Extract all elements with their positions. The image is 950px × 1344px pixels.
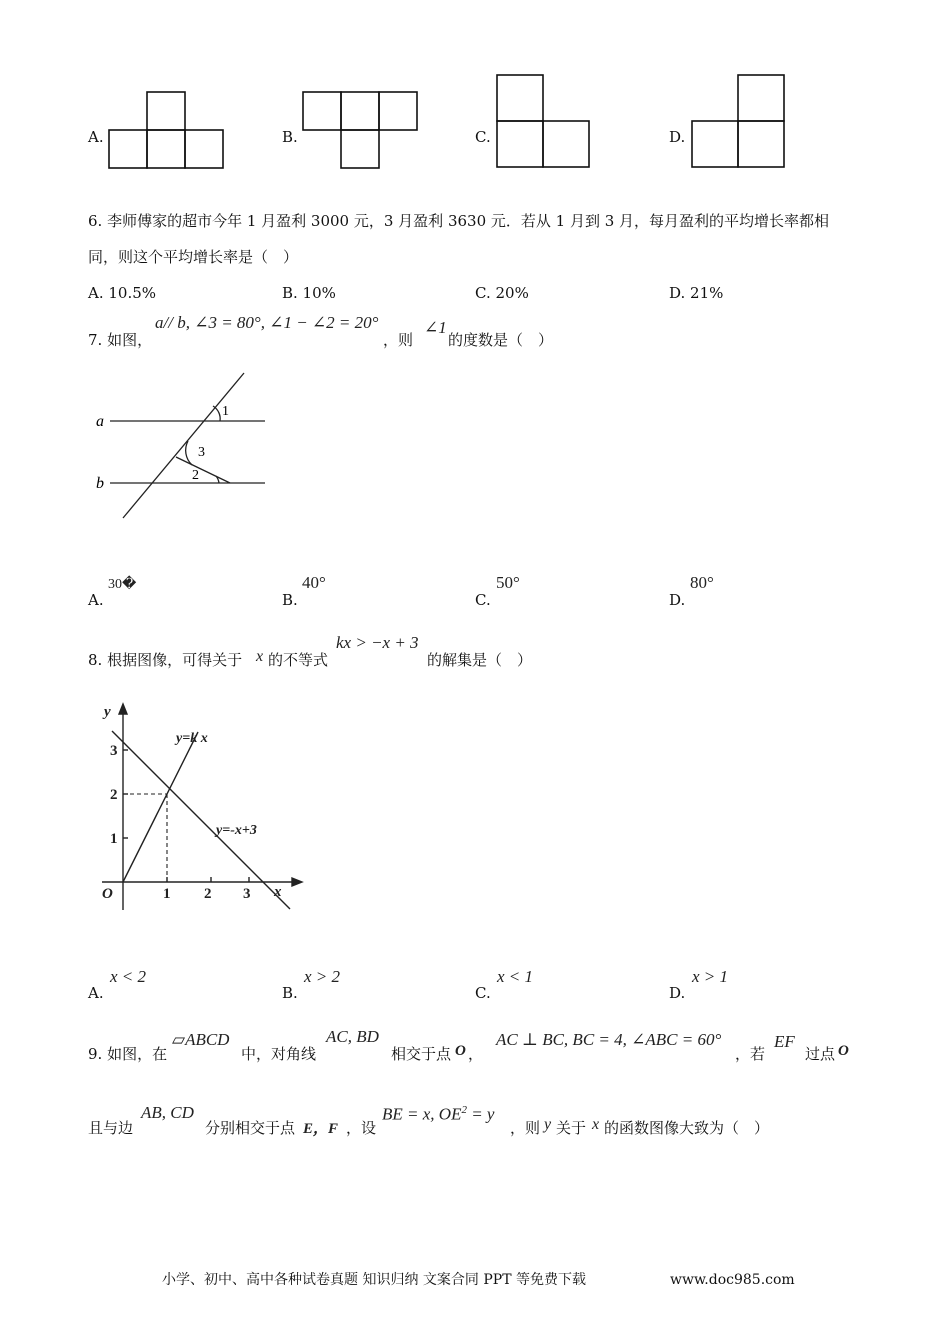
- q6-option-d: D. 21%: [669, 284, 724, 302]
- q7-condition: a// b, ∠3 = 80°, ∠1 − ∠2 = 20°: [155, 313, 379, 332]
- x-tick-label-3: 3: [243, 886, 251, 902]
- y-axis-arrow: [119, 704, 127, 714]
- q7-option-c-value: 50°: [496, 573, 520, 592]
- q8-inequality: kx > −x + 3: [336, 633, 419, 652]
- q9-be: BE = x, OE: [382, 1104, 462, 1124]
- y-tick-label-3: 3: [110, 743, 118, 759]
- q8-mid: 的不等式: [268, 651, 329, 669]
- q9-sides: AB, CD: [141, 1103, 194, 1122]
- line2-label: y=-x+3: [216, 823, 257, 838]
- q8-option-c-label: C.: [475, 984, 491, 1002]
- line1-label: y=k x: [176, 731, 208, 746]
- label-b: b: [96, 475, 104, 492]
- q6-line-1: 6. 李师傅家的超市今年 1 月盈利 3000 元，3 月盈利 3630 元．若从 1 月到 3 月，每月盈利的平均增长率都相: [88, 212, 830, 230]
- transversal-line: [123, 373, 244, 518]
- q8-option-d-label: D.: [669, 984, 686, 1002]
- label-a: a: [96, 413, 104, 430]
- q9-line2-text-2: 分别相交于点: [205, 1119, 296, 1137]
- q9-line2-text-5: 关于: [556, 1119, 587, 1137]
- q9-var-x: x: [592, 1116, 600, 1133]
- q9-line2-text-6: 的函数图像大致为（ ）: [604, 1119, 770, 1137]
- q7-option-b-value: 40°: [302, 573, 326, 592]
- q9-comma: ，: [468, 1045, 484, 1063]
- x-tick-label-1: 1: [163, 886, 171, 902]
- q9-text-1: 9. 如图，在: [88, 1045, 168, 1063]
- q5-option-b-figure: [302, 90, 422, 170]
- y-tick-label-1: 1: [110, 831, 118, 847]
- x-axis-label: x: [274, 884, 282, 900]
- x-axis-arrow: [292, 878, 302, 886]
- q8-option-b-value: x > 2: [304, 967, 341, 986]
- label-angle-2: 2: [192, 468, 199, 483]
- q9-be-tail: = y: [466, 1104, 495, 1124]
- label-angle-1: 1: [222, 404, 229, 419]
- q8-suffix: 的解集是（ ）: [427, 651, 533, 669]
- q7-option-a-label: A.: [88, 591, 104, 609]
- q7-option-a-value: 30�: [108, 577, 137, 592]
- q5-option-a-figure: [108, 90, 228, 170]
- q5-option-c-label: C.: [475, 128, 491, 146]
- q5-option-c-figure: [496, 74, 596, 170]
- q9-parallelogram: ▱ABCD: [172, 1030, 230, 1049]
- q9-be-sup: 2: [461, 1104, 467, 1116]
- q8-option-d-value: x > 1: [692, 967, 729, 986]
- label-angle-3: 3: [198, 445, 205, 460]
- y-axis-label: y: [104, 704, 111, 720]
- q7-prefix: 7. 如图，: [88, 331, 153, 349]
- q5-option-b-label: B.: [282, 128, 298, 146]
- q7-option-b-label: B.: [282, 591, 298, 609]
- q9-point-o-2: O: [838, 1043, 849, 1059]
- q5-option-a-label: A.: [88, 128, 104, 146]
- q9-var-y: y: [544, 1116, 552, 1133]
- q9-ef: EF: [774, 1032, 795, 1051]
- q8-var-x: x: [256, 648, 264, 665]
- q5-option-d-label: D.: [669, 128, 686, 146]
- q9-text-5: 过点: [805, 1045, 836, 1063]
- q8-graph: [88, 698, 318, 918]
- q9-text-2: 中，对角线: [241, 1045, 317, 1063]
- line-y-kx: [123, 732, 198, 882]
- q7-option-d-label: D.: [669, 591, 686, 609]
- x-tick-label-2: 2: [204, 886, 212, 902]
- q9-text-3: 相交于点: [391, 1045, 452, 1063]
- footer-url[interactable]: www.doc985.com: [670, 1272, 795, 1288]
- q9-be-expression: [382, 1104, 494, 1125]
- q8-option-a-value: x < 2: [110, 967, 147, 986]
- q9-text-4: ，若: [735, 1045, 766, 1063]
- q9-points-ef: E，F: [303, 1121, 339, 1137]
- q7-mid: ，则: [383, 331, 414, 349]
- q7-figure: [88, 368, 278, 523]
- q9-diagonals: AC, BD: [326, 1027, 379, 1046]
- q8-option-a-label: A.: [88, 984, 104, 1002]
- q6-option-b: B. 10%: [282, 284, 336, 302]
- q6-line-2: 同，则这个平均增长率是（ ）: [88, 248, 299, 266]
- segment-to-b: [176, 457, 230, 483]
- q6-option-a: A. 10.5%: [88, 284, 157, 302]
- q9-point-o: O: [455, 1043, 466, 1059]
- q6-option-c: C. 20%: [475, 284, 529, 302]
- q8-option-b-label: B.: [282, 984, 298, 1002]
- q7-suffix: 的度数是（ ）: [448, 331, 554, 349]
- q9-line2-text-3: ，设: [346, 1119, 377, 1137]
- y-tick-label-2: 2: [110, 787, 118, 803]
- q7-option-c-label: C.: [475, 591, 491, 609]
- footer-text: 小学、初中、高中各种试卷真题 知识归纳 文案合同 PPT 等免费下载: [162, 1272, 586, 1288]
- q7-option-d-value: 80°: [690, 573, 714, 592]
- q9-line2-text-1: 且与边: [88, 1119, 134, 1137]
- q8-option-c-value: x < 1: [497, 967, 534, 986]
- q5-option-d-figure: [691, 74, 791, 170]
- origin-label: O: [102, 886, 113, 902]
- q9-condition: AC ⊥ BC, BC = 4, ∠ABC = 60°: [496, 1030, 722, 1049]
- q8-prefix: 8. 根据图像，可得关于: [88, 651, 243, 669]
- q9-line2-text-4: ，则: [510, 1119, 541, 1137]
- q7-angle: ∠1: [424, 318, 447, 337]
